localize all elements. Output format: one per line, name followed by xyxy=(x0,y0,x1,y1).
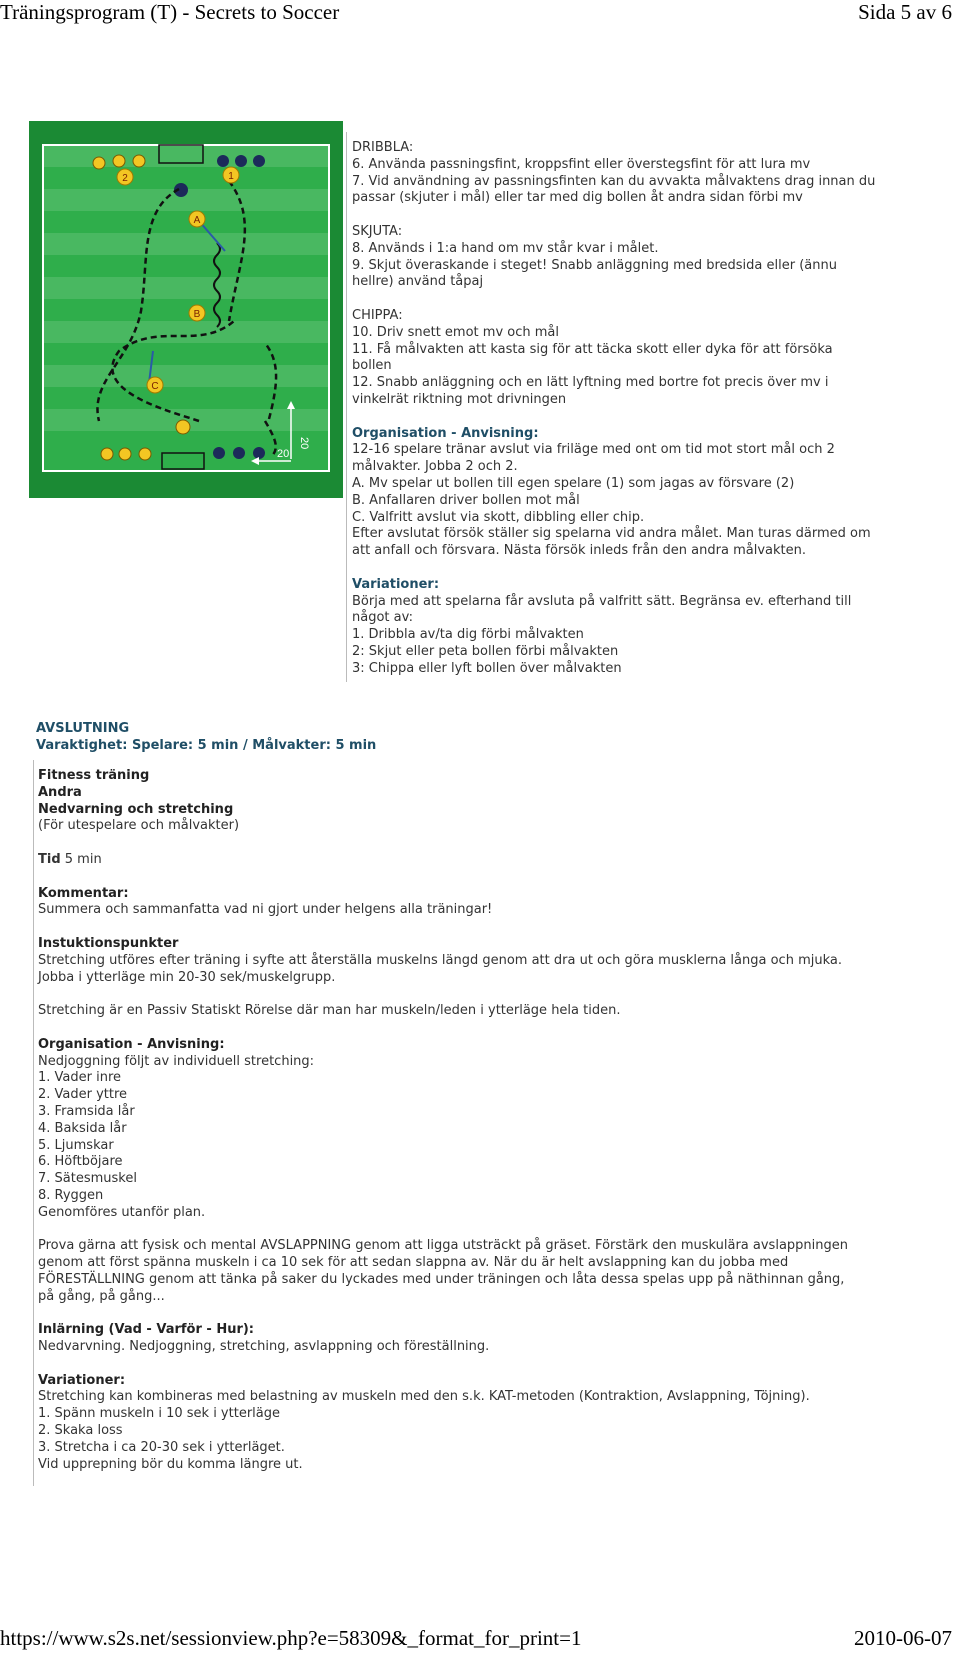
org-line: 5. Ljumskar xyxy=(38,1137,114,1153)
org-line: C. Valfritt avslut via skott, dibbling eller chip. xyxy=(352,509,645,525)
org-line: Nedjoggning följt av individuell stretching: xyxy=(38,1053,315,1069)
desc-line: vinkelrät riktning mot drivningen xyxy=(352,391,567,407)
svg-text:2: 2 xyxy=(122,173,128,184)
footer-url[interactable]: https://www.s2s.net/sessionview.php?e=58309&_format_for_print=1 xyxy=(0,1626,582,1650)
spacer xyxy=(38,919,918,936)
org-line: målvakter. Jobba 2 och 2. xyxy=(352,459,518,475)
svg-text:B: B xyxy=(193,309,201,320)
section-duration: Varaktighet: Spelare: 5 min / Målvakter: 5 min xyxy=(36,738,377,753)
org-line: 2. Vader yttre xyxy=(38,1087,128,1103)
spacer xyxy=(38,1306,918,1323)
org-heading: Organisation - Anvisning: xyxy=(352,425,539,441)
desc-line: 7. Vid användning av passningsfinten kan du avvakta målvaktens drag innan du xyxy=(352,173,876,189)
spacer xyxy=(352,291,922,308)
variation-line: 3: Chippa eller lyft bollen över målvakten xyxy=(352,660,622,676)
svg-text:20: 20 xyxy=(298,437,310,450)
variation-line: 1. Dribbla av/ta dig förbi målvakten xyxy=(352,627,584,643)
drill-diagram xyxy=(29,121,343,498)
org-heading: Organisation - Anvisning: xyxy=(38,1036,225,1052)
audience-note: (För utespelare och målvakter) xyxy=(38,818,240,834)
comment-text: Summera och sammanfatta vad ni gjort under helgens alla träningar! xyxy=(38,902,493,918)
org-line: A. Mv spelar ut bollen till egen spelare (1) som jagas av försvare (2) xyxy=(352,475,795,491)
desc-line: passar (skjuter i mål) eller tar med dig bollen åt andra sidan förbi mv xyxy=(352,190,803,206)
variation-line: Vid upprepning bör du komma längre ut. xyxy=(38,1456,303,1472)
org-line: 3. Framsida lår xyxy=(38,1103,135,1119)
top-navy-players xyxy=(217,155,265,167)
spacer xyxy=(38,1020,918,1037)
svg-text:C: C xyxy=(151,381,159,392)
time-value: 5 min xyxy=(60,851,102,867)
variation-line: Stretching kan kombineras med belastning av muskeln med den s.k. KAT-metoden (Kontraktion, Avslappning, Töjning). xyxy=(38,1389,810,1405)
org-line: 12-16 spelare tränar avslut via friläge med ont om tid mot stort mål och 2 xyxy=(352,442,835,458)
desc-line: 12. Snabb anläggning och en lätt lyftning med bortre fot precis över mv i xyxy=(352,375,829,391)
drill-description xyxy=(352,140,922,678)
label-disc-b xyxy=(189,305,205,321)
label-disc-c xyxy=(147,377,163,393)
label-disc-1 xyxy=(223,167,239,183)
column-divider xyxy=(346,132,347,682)
spacer xyxy=(38,1356,918,1373)
svg-text:20: 20 xyxy=(277,448,290,460)
variation-line: 2. Skaka loss xyxy=(38,1423,123,1439)
learning-heading: Inlärning (Vad - Varför - Hur): xyxy=(38,1322,255,1338)
variation-line: 1. Spänn muskeln i 10 sek i ytterläge xyxy=(38,1406,280,1422)
desc-line: bollen xyxy=(352,358,392,374)
instructions-line: Stretching utföres efter träning i syfte att återställa muskelns längd genom att dra ut och göra musklerna långa och mjuka. xyxy=(38,952,842,968)
bottom-yellow-players xyxy=(101,448,151,460)
variation-heading: Variationer: xyxy=(352,576,440,592)
desc-line: CHIPPA: xyxy=(352,307,403,323)
comment-heading: Kommentar: xyxy=(38,885,129,901)
page-number: Sida 5 av 6 xyxy=(858,0,952,24)
instructions-heading: Instuktionspunkter xyxy=(38,935,179,951)
bottom-navy-players xyxy=(213,447,265,459)
learning-text: Nedvarvning. Nedjoggning, stretching, asvlappning och föreställning. xyxy=(38,1339,490,1355)
time-label: Tid xyxy=(38,851,61,867)
page-header xyxy=(0,0,960,32)
bottom-keeper xyxy=(176,420,190,434)
variation-line: 3. Stretcha i ca 20-30 sek i ytterläget. xyxy=(38,1439,285,1455)
category-label: Andra xyxy=(38,784,82,800)
relax-line: FÖRESTÄLLNING genom att tänka på saker du lyckades med under träningen och låta dessa spelas upp på näthinnan gång, xyxy=(38,1271,845,1287)
top-yellow-players xyxy=(93,155,145,169)
desc-line: 10. Driv snett emot mv och mål xyxy=(352,324,559,340)
instructions-extra: Stretching är en Passiv Statiskt Rörelse där man har muskeln/leden i ytterläge hela tiden. xyxy=(38,1003,621,1019)
spacer xyxy=(38,835,918,852)
org-line: att anfall och försvara. Nästa försök inleds från den andra målvakten. xyxy=(352,543,806,559)
section-divider xyxy=(33,760,34,1486)
footer-date: 2010-06-07 xyxy=(854,1626,952,1650)
org-line: Genomföres utanför plan. xyxy=(38,1204,206,1220)
desc-line: SKJUTA: xyxy=(352,223,403,239)
desc-line: 6. Använda passningsfint, kroppsfint eller överstegsfint för att lura mv xyxy=(352,156,811,172)
spacer xyxy=(352,207,922,224)
variation-line: Börja med att spelarna får avsluta på valfritt sätt. Begränsa ev. efterhand till xyxy=(352,593,852,609)
exercise-name: Nedvarning och stretching xyxy=(38,801,234,817)
section-body xyxy=(38,768,918,1473)
desc-line: 11. Få målvakten att kasta sig för att täcka skott eller dyka för att försöka xyxy=(352,341,833,357)
org-line: 8. Ryggen xyxy=(38,1187,104,1203)
document-title: Träningsprogram (T) - Secrets to Soccer xyxy=(0,0,340,24)
label-disc-2 xyxy=(117,169,133,185)
fitness-label: Fitness träning xyxy=(38,768,150,783)
spacer xyxy=(38,1222,918,1239)
variation-line: något av: xyxy=(352,610,413,626)
desc-line: 8. Används i 1:a hand om mv står kvar i målet. xyxy=(352,240,659,256)
spacer xyxy=(38,986,918,1003)
relax-line: på gång, på gång... xyxy=(38,1288,165,1304)
org-line: 6. Höftböjare xyxy=(38,1154,123,1170)
org-line: B. Anfallaren driver bollen mot mål xyxy=(352,492,580,508)
time-row xyxy=(38,852,918,869)
page-footer xyxy=(0,1626,960,1654)
desc-line: hellre) använd tåpaj xyxy=(352,274,484,290)
desc-line: 9. Skjut överaskande i steget! Snabb anläggning med bredsida eller (ännu xyxy=(352,257,837,273)
org-line: 1. Vader inre xyxy=(38,1070,122,1086)
relax-line: genom att först spänna muskeln i ca 10 sek för att sedan slappna av. När du är helt avslappning kan du jobba med xyxy=(38,1255,789,1271)
spacer xyxy=(352,409,922,426)
label-disc-a xyxy=(189,211,205,227)
org-line: 7. Sätesmuskel xyxy=(38,1171,137,1187)
variation-heading: Variationer: xyxy=(38,1372,126,1388)
spacer xyxy=(38,869,918,886)
section-title: AVSLUTNING xyxy=(36,721,130,736)
variation-line: 2: Skjut eller peta bollen förbi målvakten xyxy=(352,643,619,659)
org-line: Efter avslutat försök ställer sig spelarna vid andra målet. Man turas därmed om xyxy=(352,526,871,542)
spacer xyxy=(352,560,922,577)
svg-text:A: A xyxy=(193,215,201,226)
relax-line: Prova gärna att fysisk och mental AVSLAPPNING genom att ligga utsträckt på gräset. Förstärk den muskulära avslappningen xyxy=(38,1238,848,1254)
svg-text:1: 1 xyxy=(228,171,234,182)
section-heading xyxy=(36,720,596,754)
instructions-line: Jobba i ytterläge min 20-30 sek/muskelgrupp. xyxy=(38,969,336,985)
org-line: 4. Baksida lår xyxy=(38,1120,127,1136)
desc-line: DRIBBLA: xyxy=(352,140,414,155)
